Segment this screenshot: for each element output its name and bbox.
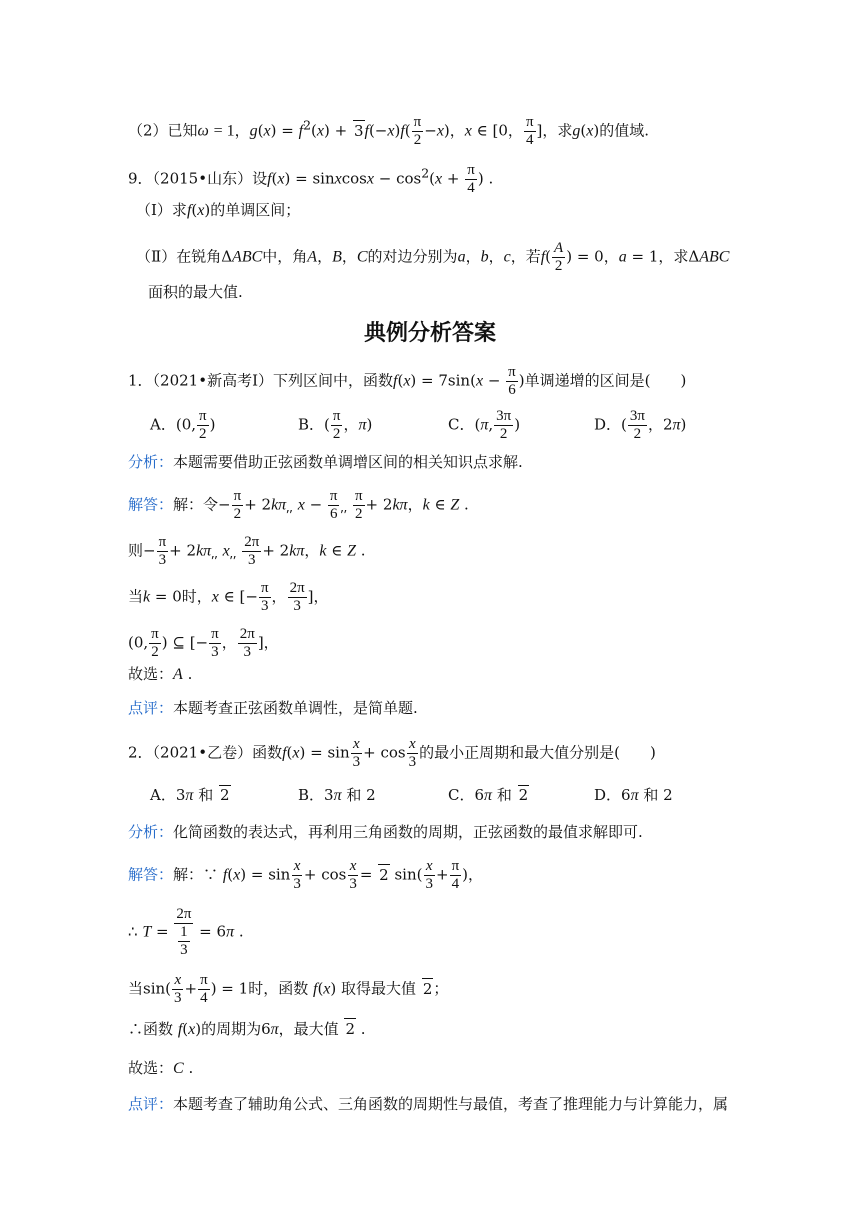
ans2-line3: 当sin( $\frac{x}{3}$ + $\frac{\pi}{4}$ ) = 1时，函数 f(x) 取得最大值 2； — [128, 972, 449, 1006]
ans2-question: 2．（2021•乙卷）函数f(x) = sin $\frac{x}{3}$ + cos $\frac{x}{3}$ 的最小正周期和最大值分别是( ) — [128, 736, 656, 770]
ans1-question: 1．（2021•新高考Ⅰ）下列区间中，函数f(x) = 7sin(x − $\frac{\pi}{6}$ )单调递增的区间是( ) — [128, 364, 687, 398]
q9-part2-cont: 面积的最大值. — [148, 283, 243, 301]
q9-part1: （Ⅰ）求f(x)的单调区间； — [136, 201, 301, 219]
ans1-option-d[interactable]: D．( $\frac{3\pi}{2}$ ，2π) — [594, 408, 687, 442]
q8-part2-end: 的值域. — [599, 121, 649, 140]
ans1-option-b[interactable]: B．( $\frac{\pi}{2}$ ，π) — [298, 408, 373, 442]
ans2-period: ∴ T = $\frac{2\pi}{\frac{1}{3}}$ = 6π . — [128, 906, 244, 958]
ans2-analysis: 分析：化简函数的表达式，再利用三角函数的周期，正弦函数的最值求解即可. — [128, 823, 643, 841]
q9-label: 9．（2015•山东）设 — [128, 169, 268, 188]
ans1-line2: 则− $\frac{\pi}{3}$ + $2k\pi_{⸴⸴}$ $x_{⸴⸴}$ $\frac{2\pi}{3}$ + 2kπ，k ∈ Z . — [128, 534, 366, 568]
ans2-option-a[interactable]: A．3π 和 2 — [150, 786, 230, 804]
ans1-comment: 点评：本题考查正弦函数单调性，是简单题. — [128, 699, 418, 717]
q9-line: 9．（2015•山东）设f(x) = sinxcosx − $\cos^2(x$ + $\frac{\pi}{4}$ ) . — [128, 162, 494, 196]
ans2-solution: 解答：解：∵ f(x) = sin $\frac{x}{3}$ + cos $\frac{x}{3}$ = 2 sin( $\frac{x}{3}$ + $\frac{\pi}{4}$ )， — [128, 858, 484, 892]
section-title: 典例分析答案 — [363, 321, 496, 346]
ans1-option-a[interactable]: A．(0, $\frac{\pi}{2}$ ) — [150, 408, 216, 442]
q8-part2-mid: ，求 — [542, 121, 573, 140]
ans1-line4: (0, $\frac{\pi}{2}$ ) ⊆ [− $\frac{\pi}{3}$ ， $\frac{2\pi}{3}$ ]， — [128, 626, 279, 660]
ans2-option-d[interactable]: D．6π 和 2 — [594, 786, 673, 804]
ans2-option-b[interactable]: B．3π 和 2 — [298, 786, 376, 804]
q9-part2: （Ⅱ）在锐角ΔABC中，角A，B，C的对边分别为a，b，c，若f( $\frac{A}{2}$ ) = 0，a = 1，求ΔABC — [136, 240, 730, 274]
ans2-choose: 故选：C . — [128, 1059, 194, 1077]
ans1-line3: 当k = 0时，x ∈ [− $\frac{\pi}{3}$ ， $\frac{2\pi}{3}$ ]， — [128, 580, 329, 614]
ans1-analysis: 分析：本题需要借助正弦函数单调增区间的相关知识点求解. — [128, 453, 523, 471]
q8-part2-line: （2）已知ω = 1，$g(x) = f^2(x) + 3f(-x)f$( $\frac{\pi}{2}$ −x)，x ∈ [0， $\frac{\pi}{4}$ ]，求g(x)的值域. — [128, 114, 649, 148]
ans1-solution: 解答：解：令− $\frac{\pi}{2}$ + $2k\pi_{⸴⸴}$ x − $\frac{\pi}{6}$ $_{⸴⸴}$ $\frac{\pi}{2}$ + 2kπ，k ∈ Z . — [128, 488, 469, 522]
ans2-line4: ∴函数 f(x)的周期为6π，最大值 2 . — [128, 1020, 366, 1038]
ans2-option-c[interactable]: C．6π 和 2 — [448, 786, 529, 804]
ans1-option-c[interactable]: C．(π, $\frac{3\pi}{2}$ ) — [448, 408, 521, 442]
ans2-comment: 点评：本题考查了辅助角公式、三角函数的周期性与最值，考查了推理能力与计算能力，属 — [128, 1095, 729, 1113]
ans1-choose: 故选：A . — [128, 665, 193, 683]
q8-part2-label: （2）已知 — [128, 121, 198, 140]
